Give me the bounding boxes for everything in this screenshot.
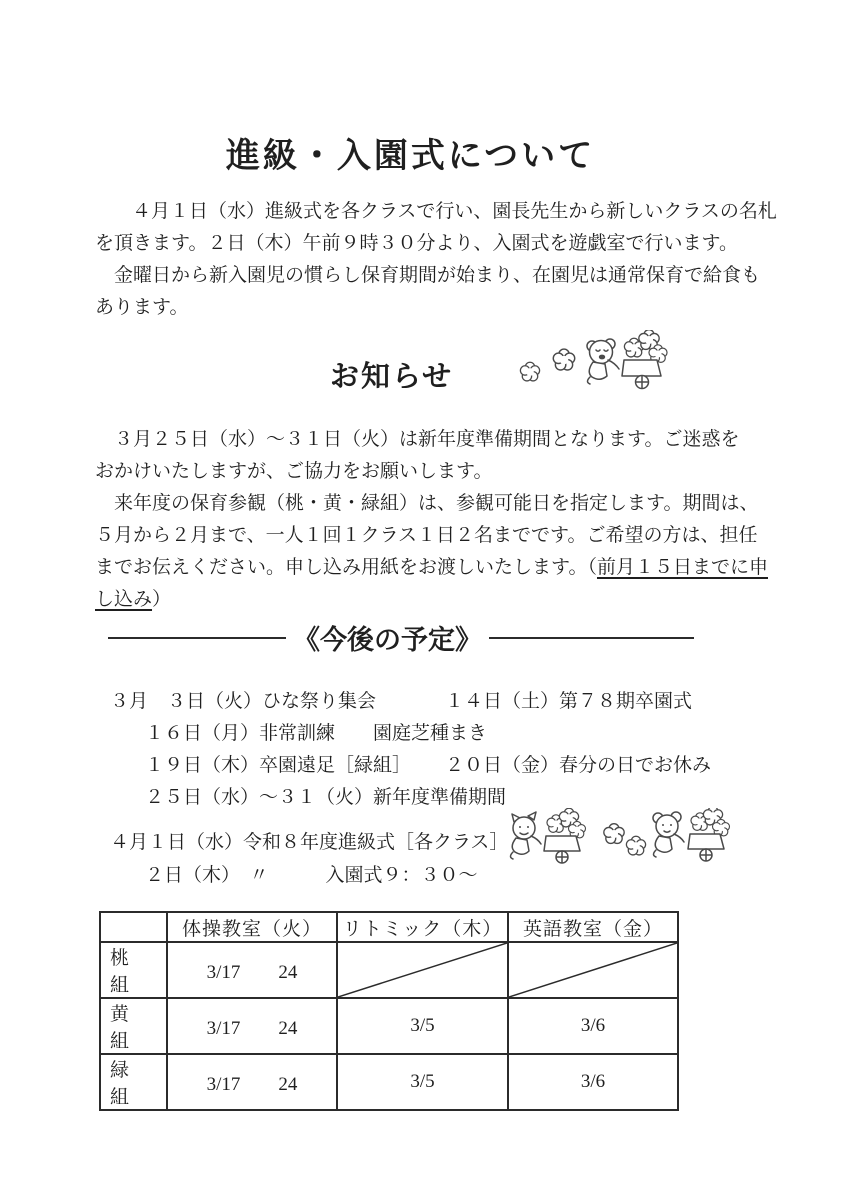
schedule-item-left: ３月 ３日（火）ひな祭り集会: [110, 691, 377, 712]
text-line: 来年度の保育参観（桃・黄・緑組）は、参観可能日を指定します。期間は、: [114, 493, 759, 514]
text-line: [95, 552, 800, 584]
notice-heading: お知らせ: [330, 361, 454, 393]
schedule-divider: [95, 618, 760, 657]
table-header-cell: リトミック（木）: [337, 912, 508, 942]
table-header-row: [100, 912, 678, 942]
text-line: ３月２５日（水）～３１日（火）は新年度準備期間となります。ご迷惑を: [114, 429, 740, 450]
table-cell: 3/17 24: [167, 942, 337, 998]
table-row: [100, 942, 678, 998]
text-line: ５月から２月まで、一人１回１クラス１日２名までです。ご希望の方は、担任: [95, 525, 758, 546]
table-row: [100, 998, 678, 1054]
diagonal-slash-icon: [509, 943, 677, 997]
table-cell: 3/5: [337, 998, 508, 1054]
class-schedule-table: [99, 911, 679, 1111]
april-line: ２日（木） 〃 入園式９：３０～: [145, 865, 478, 886]
flower-icon: [626, 836, 645, 855]
page-title: 進級・入園式について: [225, 137, 596, 175]
table-cell-diagonal: [337, 942, 508, 998]
text-line: 金曜日から新入園児の慣らし保育期間が始まり、在園児は通常保育で給食も: [114, 265, 761, 286]
cat-icon: [511, 812, 542, 859]
row-label-cell: 桃 組: [100, 942, 167, 998]
divider-line: [108, 637, 286, 639]
underlined-text: し込み: [95, 589, 153, 610]
table-cell-diagonal: [508, 942, 678, 998]
table-cell: 3/17 24: [167, 1054, 337, 1110]
schedule-section: [95, 686, 795, 814]
table-cell: 3/5: [337, 1054, 508, 1110]
notice-section: [95, 424, 800, 616]
diagonal-slash-icon: [338, 943, 507, 997]
text-line: ４月１日（水）進級式を各クラスで行い、園長先生から新しいクラスの名札: [132, 201, 777, 222]
table-row: [100, 1054, 678, 1110]
schedule-heading: 《今後の予定》: [293, 625, 482, 655]
text-line: を頂きます。２日（木）午前９時３０分より、入園式を遊戯室で行います。: [95, 233, 738, 254]
schedule-item-left: ２５日（水）～３１（火）新年度準備期間: [145, 787, 507, 808]
schedule-row: [95, 718, 795, 750]
cart-icon: [622, 330, 667, 389]
intro-section: [95, 196, 795, 324]
divider-line: [489, 637, 694, 639]
schedule-row: [95, 750, 795, 782]
flower-icon: [604, 824, 624, 844]
text-segment: ）: [152, 589, 172, 610]
schedule-item-right: ２０日（金）春分の日でお休み: [445, 755, 712, 776]
table-cell: 3/6: [508, 998, 678, 1054]
table-header-cell: 体操教室（火）: [167, 912, 337, 942]
text-line: おかけいたしますが、ご協力をお願いします。: [95, 461, 493, 482]
cat-bear-carts-illustration: [506, 808, 734, 868]
schedule-item-left: １６日（月）非常訓練 園庭芝種まき: [145, 723, 488, 744]
schedule-item-left: １９日（木）卒園遠足［緑組］: [145, 755, 412, 776]
text-line: あります。: [95, 297, 189, 318]
row-label-cell: 緑 組: [100, 1054, 167, 1110]
table-header-cell: [100, 912, 167, 942]
flower-icon: [520, 362, 539, 381]
cart-icon: [544, 808, 585, 863]
cart-icon: [688, 808, 729, 861]
schedule-item-right: １４日（土）第７８期卒園式: [445, 691, 693, 712]
bear-icon: [653, 812, 684, 857]
table-cell: 3/6: [508, 1054, 678, 1110]
table-cell: 3/17 24: [167, 998, 337, 1054]
text-segment: までお伝えください。申し込み用紙をお渡しいたします。（: [95, 557, 597, 578]
puppy-cart-illustration: [512, 330, 674, 392]
row-label-cell: 黄 組: [100, 998, 167, 1054]
underlined-text: 前月１５日までに申: [596, 557, 768, 578]
puppy-icon: [587, 339, 619, 384]
april-section: [95, 826, 508, 892]
table-header-cell: 英語教室（金）: [508, 912, 678, 942]
april-line: ４月１日（水）令和８年度進級式［各クラス］: [110, 832, 509, 853]
schedule-row: [95, 686, 795, 718]
flower-icon: [553, 349, 574, 370]
text-line: [95, 584, 800, 616]
